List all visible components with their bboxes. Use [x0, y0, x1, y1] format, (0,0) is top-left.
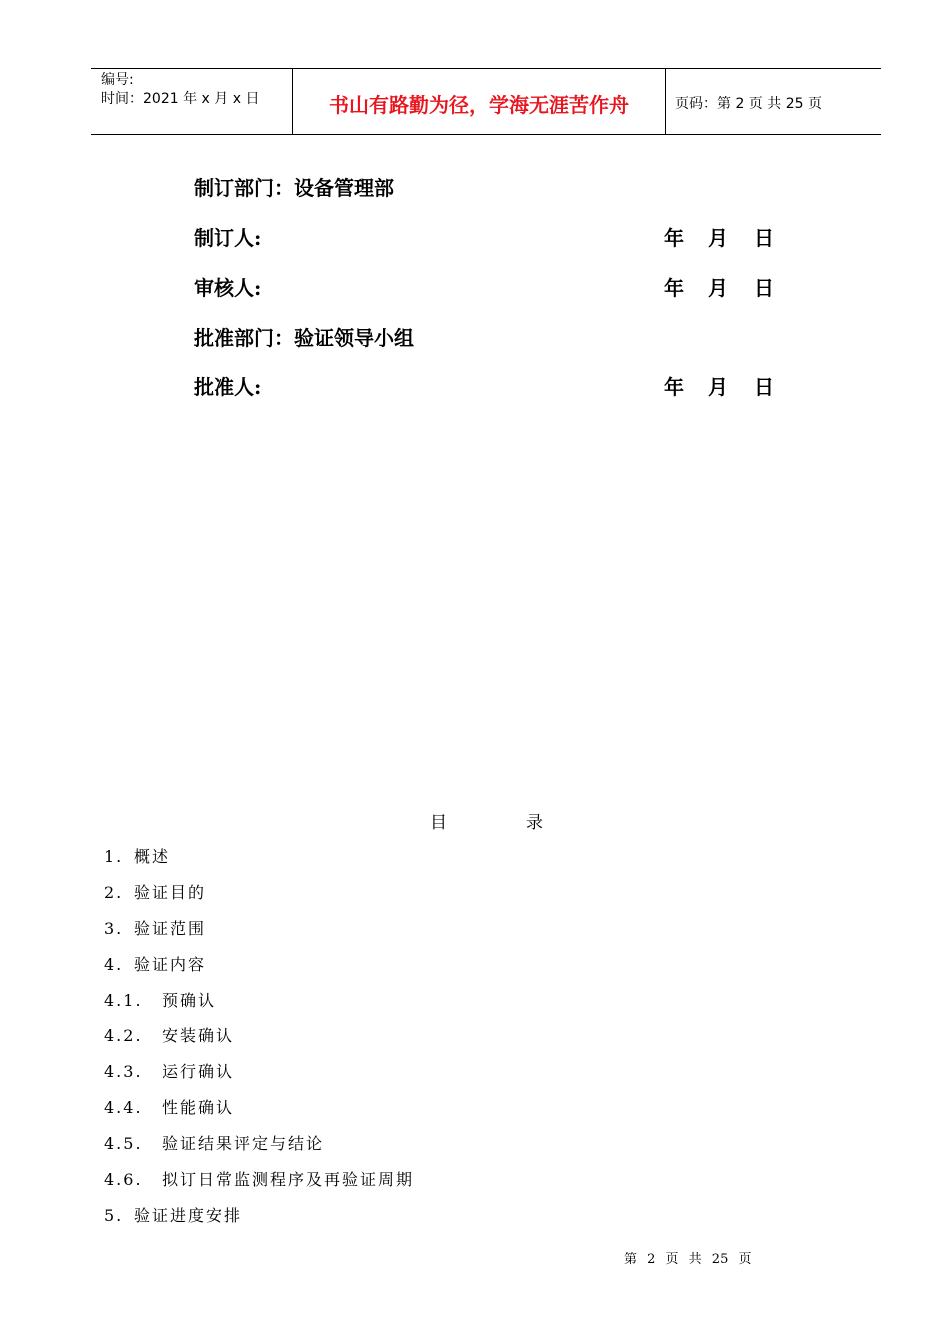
- date-month: 月: [708, 375, 728, 399]
- toc-item[interactable]: [104, 1131, 324, 1154]
- sign-approver-date: [664, 371, 774, 400]
- toc-item[interactable]: [104, 1059, 234, 1082]
- sign-approver: 批准人:: [194, 375, 262, 399]
- toc-item-text: 安装确认: [162, 1026, 235, 1045]
- header-code: 编号:: [101, 72, 134, 88]
- sign-author: 制订人:: [194, 226, 262, 250]
- date-year: 年: [664, 276, 684, 300]
- header-meta: [101, 71, 259, 109]
- toc-item-text: 验证范围: [134, 919, 207, 938]
- toc-item-text: 性能确认: [162, 1098, 235, 1117]
- toc-title: [430, 808, 543, 833]
- toc-item-text: 预确认: [162, 991, 217, 1010]
- header-page-number: 页码：第 2 页 共 25 页: [675, 96, 822, 112]
- toc-item-number: 4.6.: [104, 1170, 143, 1189]
- sign-dept: 制订部门：设备管理部: [194, 176, 394, 200]
- header-divider: [665, 69, 666, 135]
- date-month: 月: [708, 226, 728, 250]
- toc-item-number: 4.1.: [104, 991, 143, 1010]
- toc-item[interactable]: [104, 952, 206, 975]
- header-motto: 书山有路勤为径，学海无涯苦作舟: [329, 93, 629, 117]
- toc-item-number: 4.4.: [104, 1098, 143, 1117]
- sign-reviewer: 审核人:: [194, 276, 262, 300]
- date-day: 日: [754, 226, 774, 250]
- toc-item-number: 4.5.: [104, 1134, 143, 1153]
- date-year: 年: [664, 226, 684, 250]
- toc-item[interactable]: [104, 844, 170, 867]
- toc-item-number: 4.3.: [104, 1062, 143, 1081]
- toc-item-text: 验证进度安排: [134, 1206, 243, 1225]
- toc-item-text: 概述: [134, 847, 171, 866]
- toc-item[interactable]: [104, 880, 206, 903]
- toc-item-number: 4.2.: [104, 1026, 143, 1045]
- toc-item-text: 验证内容: [134, 955, 207, 974]
- date-year: 年: [664, 375, 684, 399]
- toc-item-number: 3.: [104, 919, 124, 938]
- toc-item-number: 5.: [104, 1206, 124, 1225]
- toc-item-text: 验证结果评定与结论: [162, 1134, 325, 1153]
- sign-author-date: [664, 222, 774, 251]
- toc-item-number: 4.: [104, 955, 124, 974]
- sign-reviewer-date: [664, 272, 774, 301]
- page-header: [91, 68, 881, 135]
- sign-approve-dept: 批准部门：验证领导小组: [194, 326, 414, 350]
- page-footer: 第 2 页 共 25 页: [624, 1252, 752, 1267]
- toc-item[interactable]: [104, 916, 206, 939]
- toc-item-text: 验证目的: [134, 883, 207, 902]
- toc-item[interactable]: [104, 1023, 234, 1046]
- date-day: 日: [754, 276, 774, 300]
- toc-item-text: 运行确认: [162, 1062, 235, 1081]
- toc-item-number: 2.: [104, 883, 124, 902]
- date-day: 日: [754, 375, 774, 399]
- toc-item[interactable]: [104, 1167, 414, 1190]
- date-month: 月: [708, 276, 728, 300]
- toc-item[interactable]: [104, 1095, 234, 1118]
- toc-item-number: 1.: [104, 847, 124, 866]
- toc-title-part: 目: [430, 813, 447, 833]
- toc-item-text: 拟订日常监测程序及再验证周期: [162, 1170, 415, 1189]
- toc-title-part: 录: [526, 813, 543, 833]
- toc-item[interactable]: [104, 1203, 242, 1226]
- toc-item[interactable]: [104, 988, 216, 1011]
- header-time: 时间：2021 年 x 月 x 日: [101, 91, 260, 107]
